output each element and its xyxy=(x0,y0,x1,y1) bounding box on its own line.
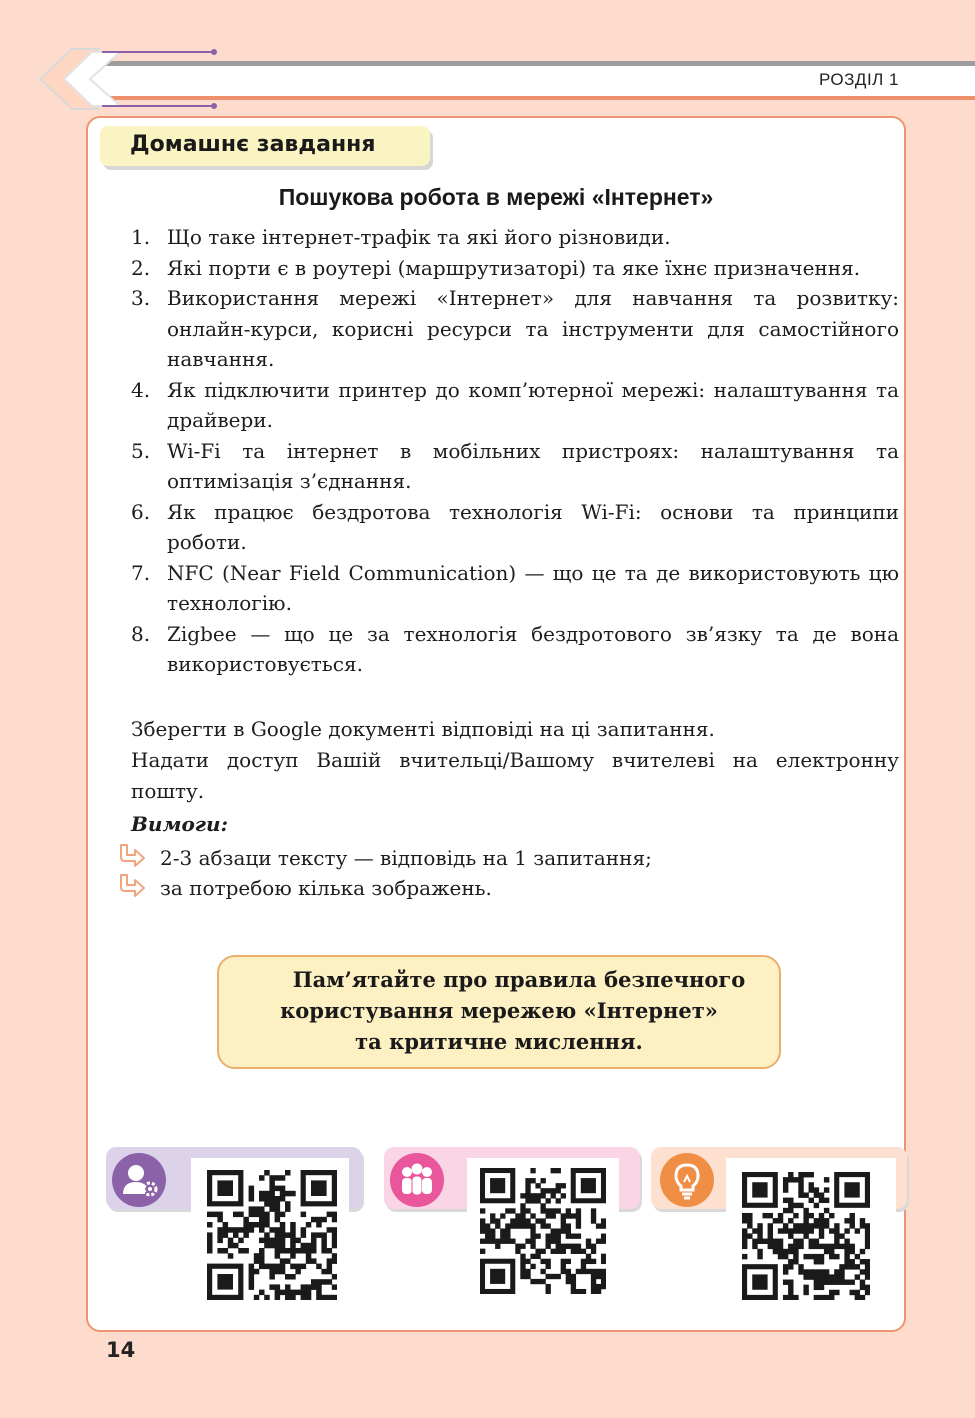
question-number: 6. xyxy=(131,499,151,524)
qr-code-pattern xyxy=(742,1172,870,1300)
qr-code-1[interactable] xyxy=(191,1158,349,1304)
question-text: Що таке інтернет-трафік та які його різновиди. xyxy=(167,225,671,249)
share-note: Надати доступ Вашій вчительці/Вашому вчителеві на електронну пошту. xyxy=(131,748,899,803)
turn-arrow-icon xyxy=(118,843,146,869)
question-text: NFC (Near Field Communication) — що це та де використовують цю технологію. xyxy=(167,560,899,615)
question-text: Як підключити принтер до комп’ютерної мережі: налаштування та драйвери. xyxy=(167,377,899,432)
question-number: 2. xyxy=(131,255,151,280)
question-item xyxy=(131,253,899,284)
question-item xyxy=(131,283,899,375)
question-number: 7. xyxy=(131,560,151,585)
question-item xyxy=(131,375,899,436)
question-item xyxy=(131,436,899,497)
question-text: Які порти є в роутері (маршрутизаторі) та яке їхнє призначення. xyxy=(167,255,861,280)
reminder-line: та критичне мислення. xyxy=(355,1029,643,1054)
question-number: 4. xyxy=(131,377,151,402)
qr-code-2[interactable] xyxy=(467,1158,619,1302)
question-item xyxy=(131,558,899,619)
page-number: 14 xyxy=(106,1338,136,1362)
question-text: Використання мережі «Інтернет» для навчання та розвитку: онлайн-курси, корисні ресурси та інструменти для самостійного навчання. xyxy=(167,286,899,371)
homework-tag-label: Домашнє завдання xyxy=(130,132,376,157)
question-item xyxy=(131,619,899,680)
requirements-title: Вимоги: xyxy=(131,812,228,836)
question-text: Zigbee — що це за технологія бездротового зв’язку та де вона використовується. xyxy=(167,621,899,676)
group-people-icon xyxy=(390,1153,444,1207)
back-chevron-icon xyxy=(30,44,230,114)
question-item xyxy=(131,222,899,253)
question-list xyxy=(131,222,899,680)
requirement-item: 2-3 абзаци тексту — відповідь на 1 запитання; xyxy=(160,846,652,870)
homework-tag xyxy=(100,126,430,166)
user-settings-icon xyxy=(112,1153,166,1207)
question-item xyxy=(131,497,899,558)
lightbulb-icon xyxy=(660,1153,714,1207)
turn-arrow-icon xyxy=(118,873,146,899)
section-label: РОЗДІЛ 1 xyxy=(818,70,899,89)
requirement-item: за потребою кілька зображень. xyxy=(160,876,492,900)
question-number: 8. xyxy=(131,621,151,646)
question-number: 3. xyxy=(131,286,151,310)
reminder-line: користування мережею «Інтернет» xyxy=(280,998,718,1023)
homework-subtitle: Пошукова робота в мережі «Інтернет» xyxy=(278,184,714,210)
qr-code-pattern xyxy=(207,1170,337,1300)
qr-code-pattern xyxy=(480,1168,606,1294)
question-text: Wi-Fi та інтернет в мобільних пристроях: налаштування та оптимізація з’єднання. xyxy=(167,438,899,493)
qr-code-3[interactable] xyxy=(726,1158,896,1306)
reminder-box xyxy=(217,955,781,1069)
reminder-line: Пам’ятайте про правила безпечного xyxy=(292,967,746,992)
question-text: Як працює бездротова технологія Wi-Fi: основи та принципи роботи. xyxy=(167,499,899,554)
save-note: Зберегти в Google документі відповіді на ці запитання. xyxy=(131,717,715,741)
question-number: 1. xyxy=(131,225,151,249)
question-number: 5. xyxy=(131,438,151,463)
